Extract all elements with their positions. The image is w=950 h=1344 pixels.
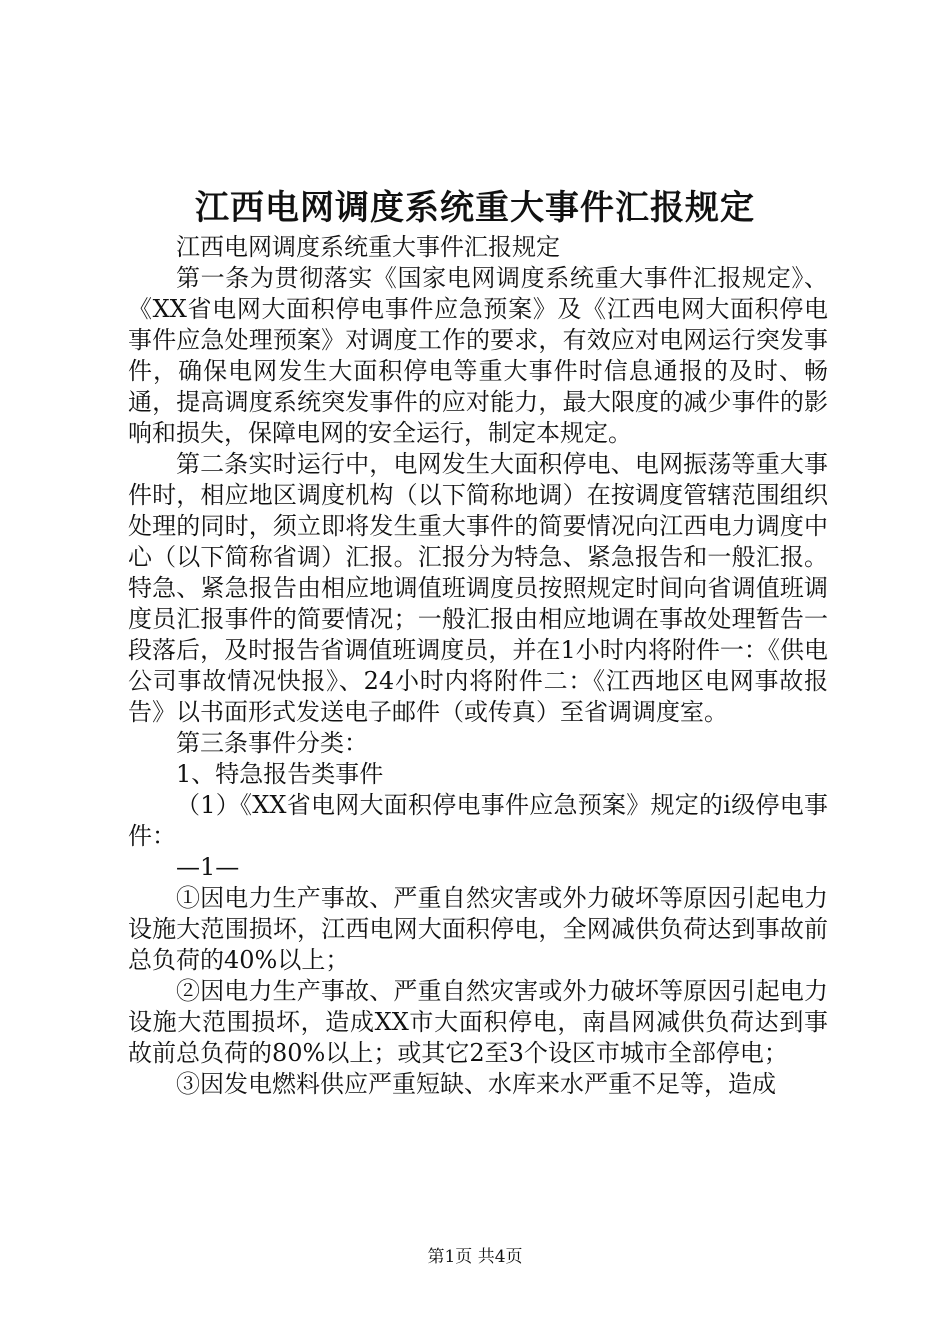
- paragraph-point-1: ①因电力生产事故、严重自然灾害或外力破坏等原因引起电力设施大范围损坏，江西电网大面积停电，全网减供负荷达到事故前总负荷的40%以上；: [128, 884, 828, 974]
- document-title: 江西电网调度系统重大事件汇报规定: [195, 188, 755, 228]
- paragraph-point-2: ②因电力生产事故、严重自然灾害或外力破坏等原因引起电力设施大范围损坏，造成XX市大面积停电，南昌网减供负荷达到事故前总负荷的80%以上；或其它2至3个设区市城市全部停电；: [128, 977, 828, 1067]
- paragraph-article-1: 第一条为贯彻落实《国家电网调度系统重大事件汇报规定》、《XX省电网大面积停电事件应急预案》及《江西电网大面积停电事件应急处理预案》对调度工作的要求，有效应对电网运行突发事件，确保电网发生大面积停电等重大事件时信息通报的及时、畅通，提高调度系统突发事件的应对能力，最大限度的减少事件的影响和损失，保障电网的安全运行，制定本规定。: [128, 264, 828, 447]
- paragraph-point-3: ③因发电燃料供应严重短缺、水库来水严重不足等，造成: [176, 1070, 776, 1098]
- page-footer: 第1页 共4页: [427, 1247, 523, 1267]
- paragraph-heading: 江西电网调度系统重大事件汇报规定: [176, 233, 560, 261]
- paragraph-page-marker: —1—: [176, 853, 240, 881]
- paragraph-article-3: 第三条事件分类：: [176, 729, 368, 757]
- document-body: [128, 232, 828, 1100]
- paragraph-article-2: 第二条实时运行中，电网发生大面积停电、电网振荡等重大事件时，相应地区调度机构（以下简称地调）在按调度管辖范围组织处理的同时，须立即将发生重大事件的简要情况向江西电力调度中心（以下简称省调）汇报。汇报分为特急、紧急报告和一般汇报。特急、紧急报告由相应地调值班调度员按照规定时间向省调值班调度员汇报事件的简要情况；一般汇报由相应地调在事故处理暂告一段落后，及时报告省调值班调度员，并在1小时内将附件一：《供电公司事故情况快报》、24小时内将附件二：《江西地区电网事故报告》以书面形式发送电子邮件（或传真）至省调调度室。: [128, 450, 828, 726]
- paragraph-item-1: （1）《XX省电网大面积停电事件应急预案》规定的ⅰ级停电事件：: [128, 791, 828, 850]
- paragraph-category-1: 1、特急报告类事件: [176, 760, 384, 788]
